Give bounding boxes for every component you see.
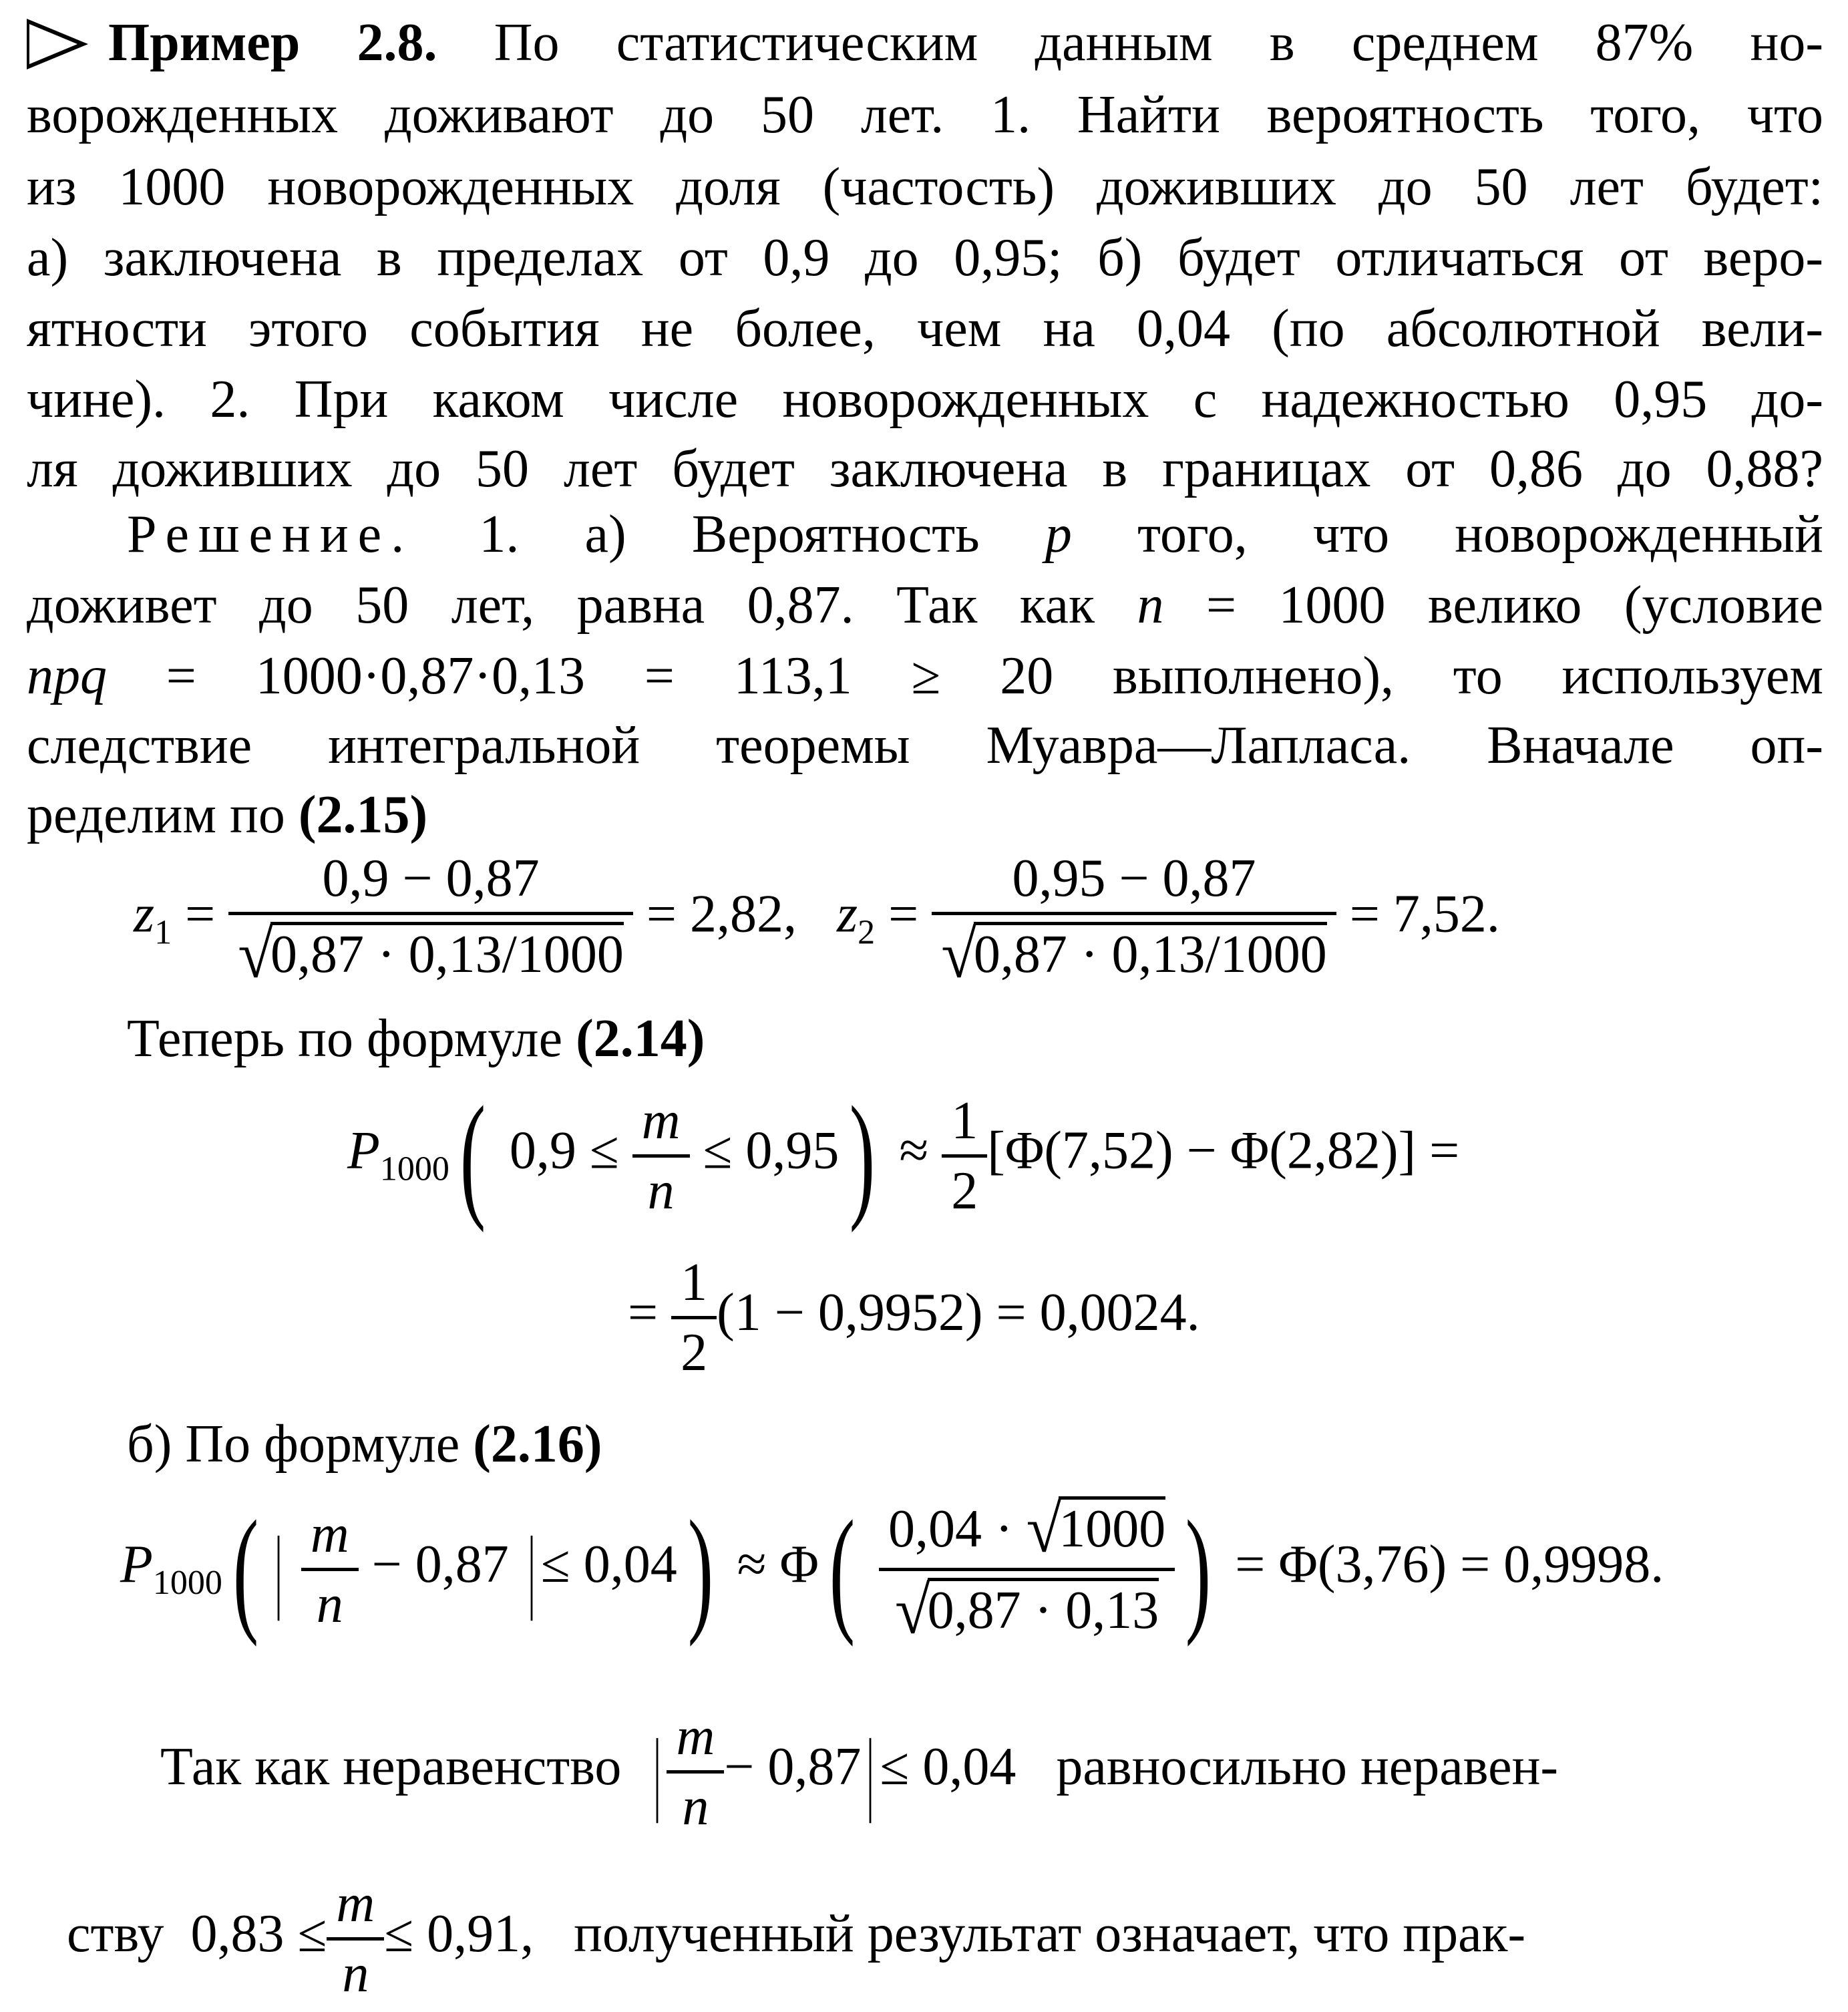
example-line-2: ворожденных доживают до 50 лет. 1. Найти вероятность того, что bbox=[27, 86, 1823, 144]
equation-probability-b: $P_{1000}$( | $\frac{m}{n}$ − 0,87 | ≤ 0,04) ≈ Φ( $\frac{0,04 \cdot √1000}{√0,87 \cdot 0,13}$ ) = Φ(3,76) = 0,9998. bbox=[120, 1491, 1664, 1648]
example-line-5: ятности этого события не более, чем на 0,04 (по абсолютной вели- bbox=[27, 299, 1823, 358]
final-line-1: Так как неравенство | $\frac{m}{n}$ − 0,87| ≤ 0,04 равносильно неравен- bbox=[160, 1707, 1559, 1836]
equation-probability-a: $P_{1000}$( 0,9 ≤ $\frac{m}{n}$ ≤ 0,95) ≈ $\frac{1}{2}$ [Φ(7,52) − Φ(2,82)] = bbox=[347, 1078, 1460, 1233]
equation-probability-a-result: = $\frac{1}{2}$ (1 − 0,9952) = 0,0024. bbox=[628, 1253, 1200, 1382]
solution-line-2: доживет до 50 лет, равна 0,87. Так как n = 1000 велико (условие bbox=[27, 576, 1824, 635]
triangle-marker-icon bbox=[27, 19, 88, 69]
example-line-6: чине). 2. При каком числе новорожденных с надежностью 0,95 до- bbox=[27, 370, 1823, 429]
textbook-page bbox=[27, 0, 1823, 2012]
example-line-1: Пример 2.8. По статистическим данным в среднем 87% но- bbox=[27, 9, 1823, 76]
fraction-z1: $\frac{0,9 - 0,87}{√0,87 \cdot 0,13/1000}$ bbox=[228, 852, 633, 987]
example-line-7: ля доживших до 50 лет будет заключена в границах от 0,86 до 0,88? bbox=[27, 440, 1823, 498]
solution-line-1: Решение. 1. а) Вероятность p того, что новорожденный bbox=[127, 505, 1823, 564]
now-formula-line: Теперь по формуле (2.14) bbox=[127, 1009, 705, 1068]
final-line-2: ству 0,83 ≤ $\frac{m}{n}$ ≤ 0,91, полученный результат означает, что прак- bbox=[67, 1874, 1526, 2003]
solution-line-5: ределим по (2.15) bbox=[27, 786, 428, 844]
fraction-z2: $\frac{0,95 - 0,87}{√0,87 \cdot 0,13/1000}$ bbox=[932, 852, 1336, 987]
example-line-3: из 1000 новорожденных доля (частость) доживших до 50 лет будет: bbox=[27, 158, 1823, 216]
equation-z-values: $z_1$ = $\frac{0,9 - 0,87}{√0,87 \cdot 0,13/1000}$ = 2,82, $z_2$ = $\frac{0,95 - 0,87}{√0,87 \cdot 0,13/1000}$ = 7,52. bbox=[134, 849, 1500, 992]
example-line-4: а) заключена в пределах от 0,9 до 0,95; б) будет отличаться от веро- bbox=[27, 228, 1823, 287]
solution-line-4: следствие интегральной теоремы Муавра—Лапласа. Вначале оп- bbox=[27, 716, 1823, 775]
example-title: Пример 2.8. bbox=[108, 13, 437, 72]
part-b-line: б) По формуле (2.16) bbox=[127, 1415, 602, 1474]
solution-label: Решение. bbox=[127, 505, 414, 564]
solution-line-3: npq = 1000·0,87·0,13 = 113,1 ≥ 20 выполнено), то используем bbox=[27, 647, 1823, 705]
